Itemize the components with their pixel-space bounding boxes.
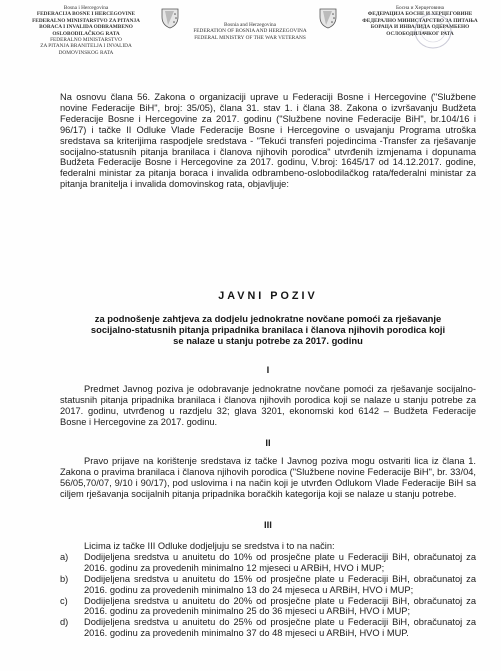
letterhead <box>0 0 501 78</box>
list-item-label: b) <box>60 573 69 584</box>
list-item-text: Dodijeljena sredstva u anuitetu do 15% od prosječne plate u Federaciji BiH, obračunatoj za 2016. godinu za provedenih minimalno 13 do 24 mjeseca u ARBiH, HVO i MUP; <box>84 573 476 595</box>
list-item-label: c) <box>60 595 68 606</box>
letterhead-line: Bosna i Hercegovina <box>63 5 109 11</box>
letterhead-line: БОРАЦА И ИНВАЛИДА ОДБРАМБЕНО <box>370 24 470 31</box>
letterhead-line: Bosnia and Herzegovina <box>223 22 277 28</box>
letterhead-left <box>18 5 154 56</box>
letterhead-line: FEDERATION OF BOSNIA AND HERZEGOVINA <box>193 28 307 35</box>
list-item <box>60 596 476 618</box>
letterhead-line: FEDERAL MINISTRY OF THE WAR VETERANS <box>194 34 306 41</box>
list-item-label: a) <box>60 551 69 562</box>
list-item-label: d) <box>60 617 69 628</box>
section-number: I <box>266 365 270 376</box>
section-intro-line <box>60 541 476 552</box>
letterhead-line: FEDERALNO MINISTARSTVO ZA PITANJA <box>32 17 140 24</box>
letterhead-line: FEDERACIJA BOSNE I HERCEGOVINE <box>36 11 136 18</box>
letterhead-line: ОСЛОБОДИЛАЧКОГ РАТА <box>386 30 454 37</box>
section-text: Predmet Javnog poziva je odobravanje jednokratne novčane pomoći za rješavanje socijalno-statusnih pitanja pripadnika branilaca i članova njihovih porodica koji se nalaze u stanju potrebe za 2017. godinu, utvrđenog u razdjelu 32; glava 3201, ekonomski kod 6142 – Budžeta Federacije Bosne i Hercegovine za 2017. godinu. <box>60 384 476 427</box>
letterhead-line: DOMOVINSKOG RATA <box>58 49 114 56</box>
list-item-text: Dodijeljena sredstva u anuitetu do 25% od prosječne plate u Federaciji BiH, obračunatoj za 2016. godinu za provedenih minimalno 37 do 48 mjeseci u ARBiH, HVO i MUP. <box>84 617 476 639</box>
list-item <box>60 574 476 596</box>
letterhead-line: BORACA I INVALIDA ODBRAMBENO <box>39 24 133 31</box>
section-text: Pravo prijave na korištenje sredstava iz tačke I Javnog poziva mogu ostvariti lica iz člana 1. Zakona o pravima branilaca i članova njihovih porodica ("Službene novine Federacije BiH", br. 33/04, 56/05,70/07, 9/10 i 90/17), pod uslovima i na način koji je utvrđen Odlukom Vlade Federacije BiH sa ciljem rješavanja socijalnih pitanja pripadnika boračkih kategorija koji se nalaze u stanju potrebe. <box>60 456 476 499</box>
list-item-text: Dodijeljena sredstva u anuitetu do 20% od prosječne plate u Federaciji BiH, obračunatoj za 2016. godinu za provedenih minimalno 25 do 36 mjeseci u ARBiH, HVO i MUP; <box>84 595 476 617</box>
list-item <box>60 552 476 574</box>
coat-of-arms-icon <box>318 7 338 29</box>
intro-paragraph: Na osnovu člana 56. Zakona o organizaciji uprave u Federaciji Bosne i Hercegovine ("Službene novine Federacije BiH", broj: 35/05), člana 31. stav 1. i člana 38. Zakona o izvršavanju Budžeta Federacije Bosne i Hercegovine za 2017. godinu ("Službene novine Federacije BiH", br.104/16 i 96/17) i tačke II Odluke Vlade Federacije Bosne i Hercegovine o usvajanju Programa utroška sredstava sa kriterijima raspodjele sredstava - "Tekući transferi pojedincima -Transfer za rješavanje socijalno-statusnih pitanja branilaca i članova njihovih porodica" utvrđenih izmjenama i dopunama Budžeta Federacije Bosne i Hercegovine za 2017. godinu, V.broj: 1645/17 od 14.12.2017. godine, federalni ministar za pitanja boraca i invalida odbrambeno-oslobodilačkog rata/federalni ministar za pitanja branitelja i invalida domovinskog rata, objavljuje: <box>60 92 476 190</box>
list-item-text: Dodijeljena sredstva u anuitetu do 10% od prosječne plate u Federaciji BiH, obračunatoj za 2016. godinu za provedenih minimalno 12 mjeseci u ARBiH, HVO i MUP; <box>84 551 476 573</box>
section-text: Licima iz tačke III Odluke dodjeljuju se sredstva i to na način: <box>84 541 335 551</box>
official-stamp-icon <box>413 12 453 50</box>
letterhead-line: ФЕДЕРАЦИЈА БОСНЕ И ХЕРЦЕГОВИНЕ <box>367 11 473 18</box>
section-paragraph <box>60 384 476 428</box>
section-paragraph <box>60 541 476 639</box>
section-paragraph <box>60 456 476 500</box>
letterhead-line: Босна и Херцеговина <box>395 5 445 11</box>
letterhead-line: OSLOBODILAČKOG RATA <box>52 30 120 37</box>
section-number: II <box>265 438 271 449</box>
section-number: III <box>264 520 272 531</box>
coat-of-arms-icon <box>160 7 180 29</box>
letterhead-line: ZA PITANJA BRANITELJA I INVALIDA <box>40 43 132 50</box>
list-item <box>60 617 476 639</box>
document-subtitle: za podnošenje zahtjeva za dodjelu jednokratne novčane pomoći za rješavanje socijalno-statusnih pitanja pripadnika branilaca i članova njihovih porodica koji se nalaze u stanju potrebe za 2017. godinu <box>90 313 446 346</box>
document-title: JAVNI POZIV <box>218 290 318 302</box>
letterhead-line: ФЕДЕРАЛНО МИНИСТАРСТВО ЗА ПИТАЊА <box>362 17 478 24</box>
letterhead-center <box>185 22 315 41</box>
letterhead-line: FEDERALNO MINISTARSTVO <box>50 37 122 44</box>
